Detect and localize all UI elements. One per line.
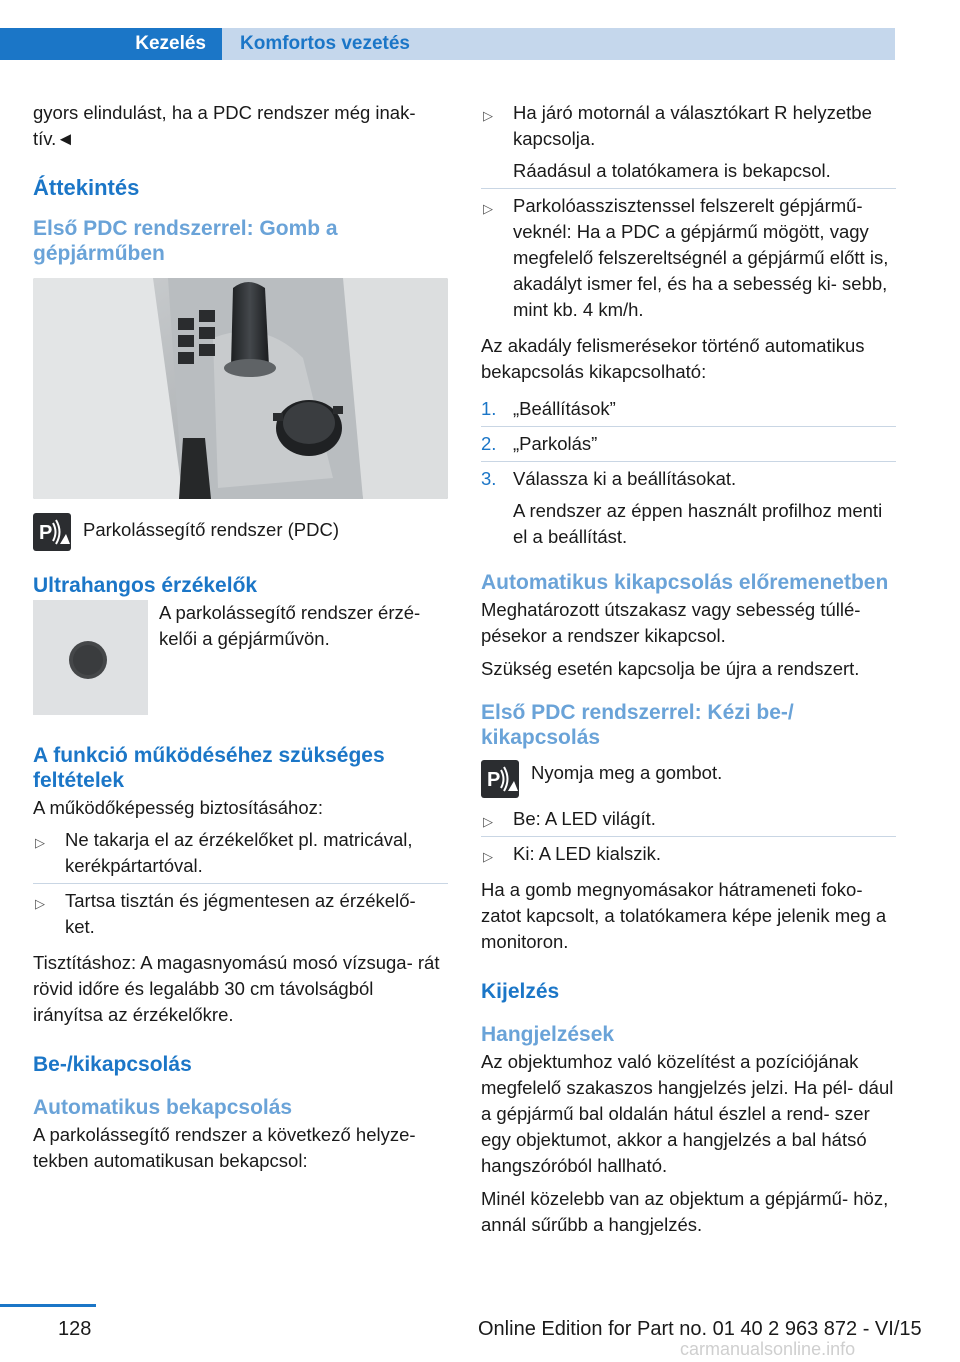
heading-funkcio: A funkció működéséhez szükséges feltételek <box>33 744 385 792</box>
sensor-text: A parkolássegítő rendszer érzé‐ kelői a gépjárművön. <box>159 602 421 649</box>
header-tabs <box>0 0 895 62</box>
heading-elso-pdc: Első PDC rendszerrel: Gomb a gépjárműben <box>33 217 338 265</box>
step-text: „Parkolás” <box>513 433 598 454</box>
pdc-parking-icon <box>33 513 71 551</box>
watermark: carmanualsonline.info <box>680 1339 856 1359</box>
pdc-caption: Parkolássegítő rendszer (PDC) <box>83 519 340 540</box>
mukodo-text: A működőképesség biztosításához: <box>33 797 324 818</box>
step-number: 1. <box>481 398 497 419</box>
step-subtext: A rendszer az éppen használt profilhoz menti el a beállítást. <box>513 500 883 547</box>
sensor-image <box>33 600 148 715</box>
list-item <box>481 802 896 837</box>
step-number: 2. <box>481 433 497 454</box>
list-item <box>481 392 896 427</box>
list-item <box>481 96 896 189</box>
hang-text-2: Minél közelebb van az objektum a gépjármű‐ höz, annál sűrűbb a hangjelzés. <box>481 1188 889 1235</box>
heading-ultrahangos: Ultrahangos érzékelők <box>33 574 258 597</box>
auto-ki-text-1: Meghatározott útszakasz vagy sebesség túllé‐ pésekor a rendszer kikapcsol. <box>481 599 861 646</box>
tisztitas-text: Tisztításhoz: A magasnyomású mosó vízsuga‐ rát rövid időre és legalább 30 cm távolságból irányítsa az érzékelőkre. <box>33 952 440 1025</box>
step-text: Válassza ki a beállításokat. <box>513 468 737 489</box>
bullet-text: Ha járó motornál a választókart R helyzetbe kapcsolja. <box>513 102 872 149</box>
heading-bekikapcs: Be-/kikapcsolás <box>33 1053 192 1076</box>
hatrameneti-text: Ha a gomb megnyomásakor hátrameneti foko‐ zatot kapcsolt, a tolatókamera képe jelenik meg a monitoron. <box>481 879 887 952</box>
bullet-text: Ki: A LED kialszik. <box>513 843 662 864</box>
step-text: „Beállítások” <box>513 398 616 419</box>
akadaly-text: Az akadály felismerésekor történő automatikus bekapcsolás kikapcsolható: <box>481 335 865 382</box>
sensor-bullets <box>33 823 448 944</box>
heading-auto-be: Automatikus bekapcsolás <box>33 1096 293 1119</box>
bullet-text: Parkolóasszisztenssel felszerelt gépjármű‐ veknél: Ha a PDC a gépjármű mögött, vagy megfelelő felszereltségnél a gépjármű előtt is, akadályt ismer fel, és ha a sebesség ki‐ sebb, mint kb. 4 km/h. <box>513 195 889 320</box>
bullet-text: Tartsa tisztán és jégmentesen az érzékelő‐ ket. <box>65 890 416 937</box>
bullet-text: Be: A LED világít. <box>513 808 656 829</box>
bullet-text: Ne takarja el az érzékelőket pl. matricával, kerékpártartóval. <box>65 829 413 876</box>
kezi-button-row <box>481 760 896 798</box>
heading-attekintes: Áttekintés <box>33 175 140 200</box>
sensor-row <box>33 600 448 715</box>
list-item <box>33 823 448 884</box>
pdc-caption-row <box>33 513 448 551</box>
triangle-bullet-icon: ▷ <box>35 896 45 911</box>
heading-kijelzes: Kijelzés <box>481 980 560 1003</box>
triangle-bullet-icon: ▷ <box>483 108 493 123</box>
triangle-bullet-icon: ▷ <box>483 201 493 216</box>
list-item <box>481 427 896 462</box>
list-item <box>481 189 896 327</box>
triangle-bullet-icon: ▷ <box>483 849 493 864</box>
pdc-parking-icon <box>481 760 519 798</box>
hang-text-1: Az objektumhoz való közelítést a pozíciójának megfelelő szakaszos hangjelzés jelzi. Ha pél‐ dául a gépjármű bal oldalán hátul észlel a rend‐ szer egy objektumot, akkor a hangjelzés a bal hátsó hangszóróból hallható. <box>481 1051 894 1176</box>
triangle-bullet-icon: ▷ <box>35 835 45 850</box>
tab-komfortos-vezetes[interactable]: Komfortos vezetés <box>222 28 895 60</box>
nyomja-text: Nyomja meg a gombot. <box>531 762 723 783</box>
intro-text: gyors elindulást, ha a PDC rendszer még inak‐ tív.◄ <box>33 102 416 149</box>
right-column <box>481 100 896 1245</box>
auto-ki-text-2: Szükség esetén kapcsolja be újra a rendszert. <box>481 658 860 679</box>
svg-text:P: P <box>39 522 53 544</box>
auto-on-bullets <box>481 96 896 327</box>
heading-kezi: Első PDC rendszerrel: Kézi be-/ kikapcsolás <box>481 701 794 749</box>
list-item <box>33 884 448 944</box>
settings-steps <box>481 392 896 554</box>
list-item <box>481 462 896 554</box>
led-bullets <box>481 802 896 871</box>
page-number: 128 <box>58 1318 92 1340</box>
tab-kezeles[interactable]: Kezelés <box>0 28 222 60</box>
heading-hangjelzesek: Hangjelzések <box>481 1023 615 1046</box>
svg-text:P: P <box>487 769 501 791</box>
step-number: 3. <box>481 468 497 489</box>
heading-auto-ki: Automatikus kikapcsolás előremenetben <box>481 571 889 594</box>
bullet-subtext: Ráadásul a tolatókamera is bekapcsol. <box>513 160 831 181</box>
triangle-bullet-icon: ▷ <box>483 814 493 829</box>
left-column <box>33 100 448 1181</box>
auto-be-text: A parkolássegítő rendszer a következő helyze‐ tekben automatikusan bekapcsol: <box>33 1124 416 1171</box>
edition-text: Online Edition for Part no. 01 40 2 963 872 - VI/15 <box>478 1318 922 1340</box>
console-photo <box>33 278 448 499</box>
list-item <box>481 837 896 871</box>
footer-accent-line <box>0 1304 96 1307</box>
